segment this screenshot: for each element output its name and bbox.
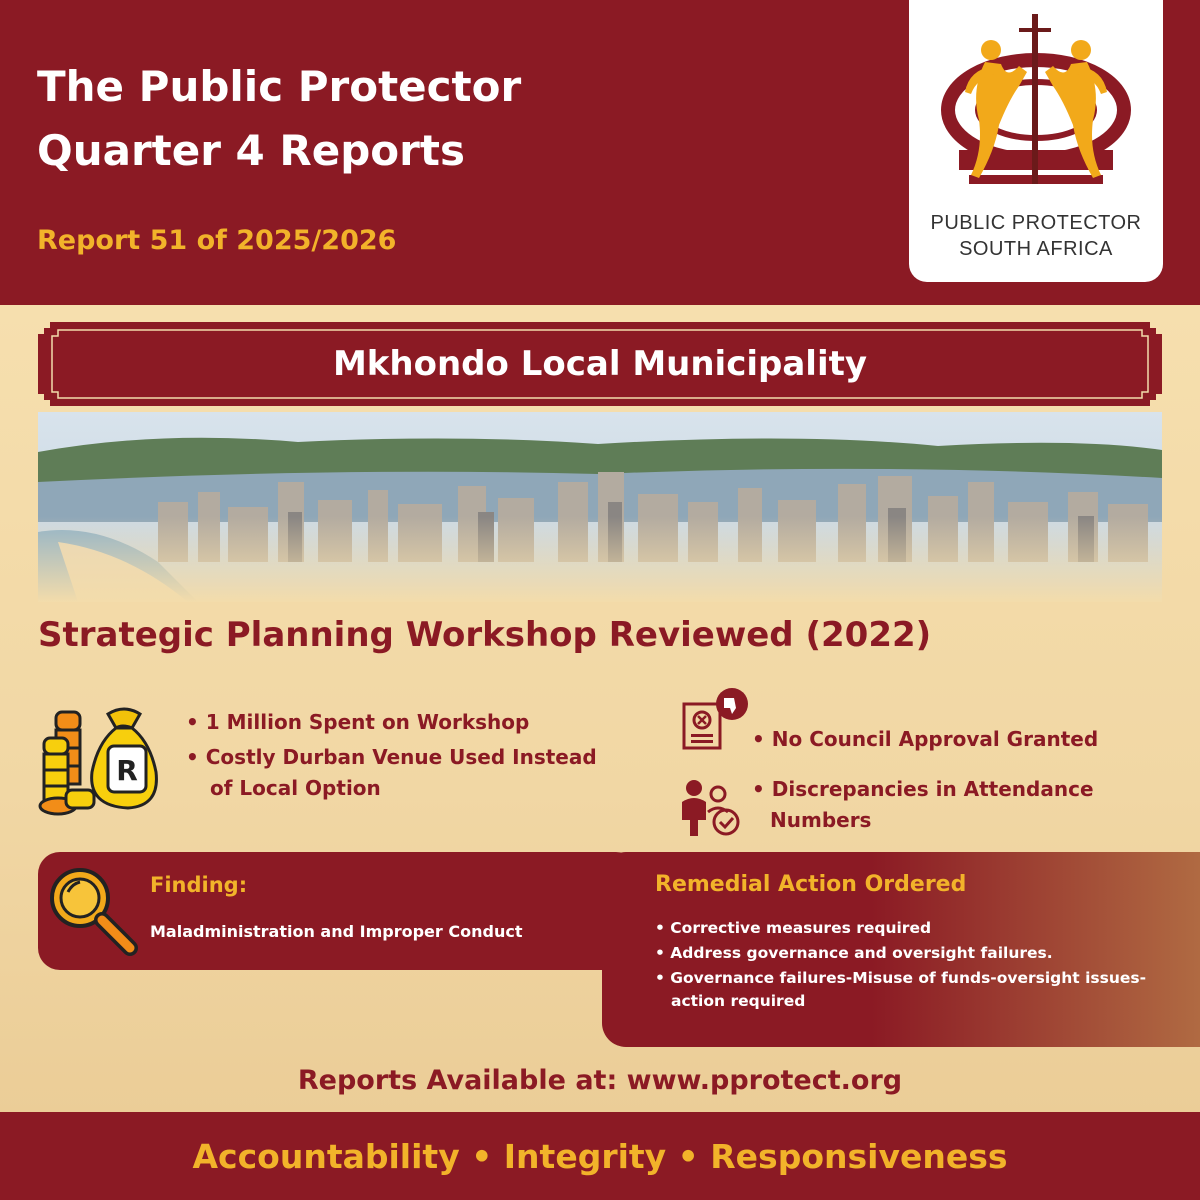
attendance-people-icon: [678, 778, 742, 838]
rejected-document-icon: [678, 684, 752, 754]
reports-available-link[interactable]: Reports Available at: www.pprotect.org: [297, 1065, 903, 1096]
remedial-item: • Governance failures-Misuse of funds-oversight issues-action required: [655, 969, 1147, 1010]
scales-emblem-icon: [909, 0, 1163, 210]
venue-point-line-2: of Local Option: [210, 776, 381, 800]
remedial-list: [655, 917, 1171, 1015]
remedial-item: • Address governance and oversight failures.: [655, 944, 1053, 962]
remedial-item: • Corrective measures required: [655, 919, 932, 937]
workshop-title: Strategic Planning Workshop Reviewed (2022): [38, 615, 932, 655]
money-bag-icon: [36, 698, 162, 824]
title-line-1: The Public Protector: [37, 62, 522, 111]
footer-values: Accountability • Integrity • Responsiveness: [192, 1137, 1008, 1176]
magnifying-glass-icon: [44, 862, 140, 958]
logo-text-line-2: SOUTH AFRICA: [959, 238, 1113, 260]
attendance-point-line-2: Numbers: [770, 808, 872, 832]
council-approval-point: • No Council Approval Granted: [752, 727, 1099, 751]
page-title: [37, 55, 521, 183]
municipality-name: Mkhondo Local Municipality: [332, 344, 868, 384]
city-skyline-photo: [38, 412, 1162, 602]
title-line-2: Quarter 4 Reports: [37, 126, 465, 175]
attendance-point-line-1: • Discrepancies in Attendance: [752, 777, 1094, 801]
spent-amount-point: • 1 Million Spent on Workshop: [186, 710, 530, 734]
report-number: Report 51 of 2025/2026: [37, 225, 397, 256]
finding-text: Maladministration and Improper Conduct: [150, 922, 523, 941]
remedial-title: Remedial Action Ordered: [655, 872, 967, 897]
public-protector-logo: [909, 0, 1163, 282]
logo-text-line-1: PUBLIC PROTECTOR: [930, 212, 1142, 234]
venue-point-line-1: • Costly Durban Venue Used Instead: [186, 745, 597, 769]
finding-title: Finding:: [150, 873, 248, 897]
currency-symbol: R: [116, 754, 138, 787]
